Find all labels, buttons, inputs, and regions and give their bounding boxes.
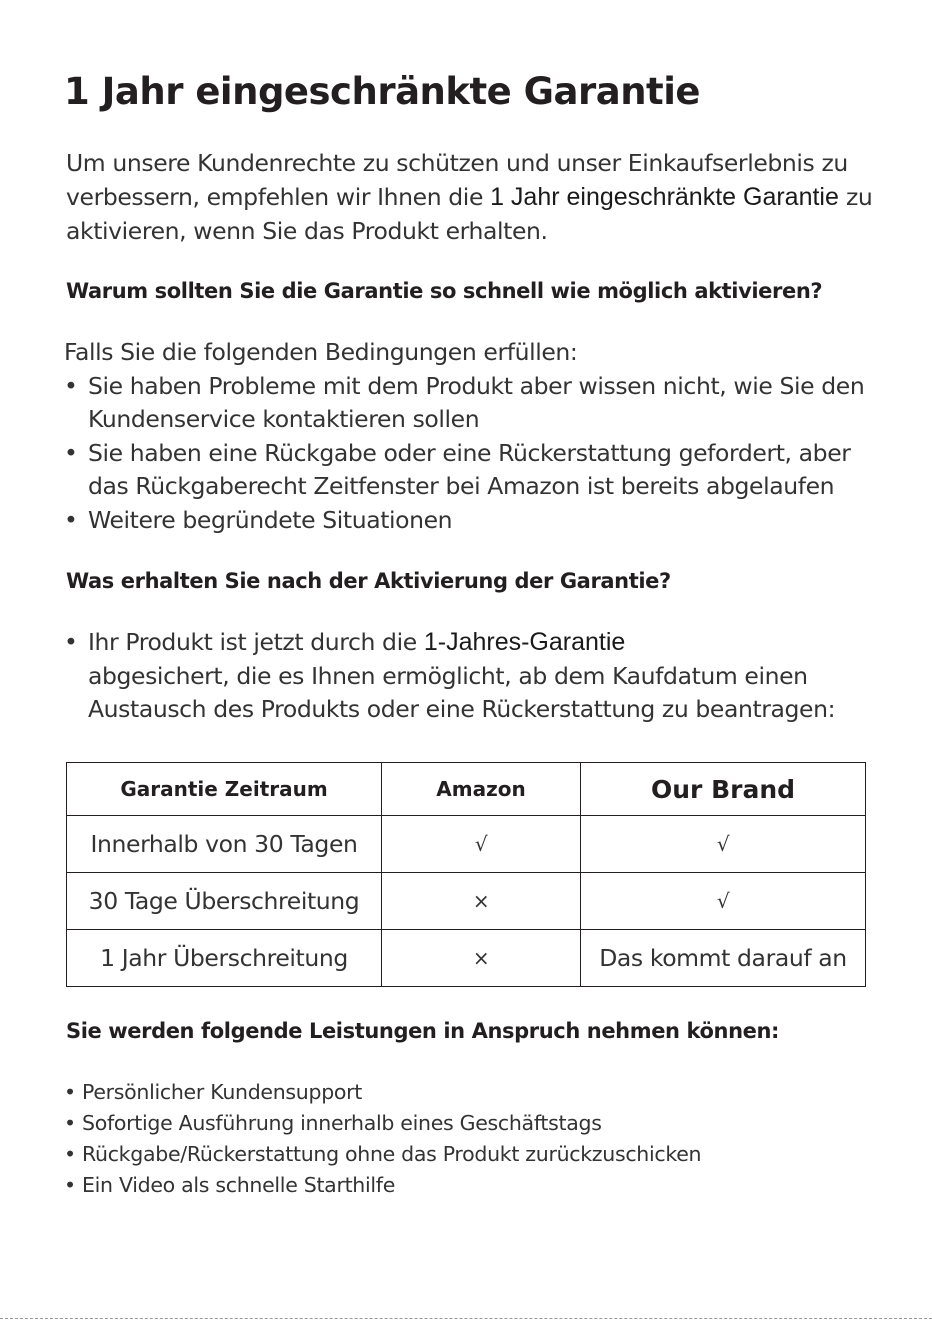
section-heading-why-activate: Warum sollten Sie die Garantie so schnell wie möglich aktivieren? [66, 279, 823, 303]
table-header-row [67, 763, 866, 816]
list-item-text: Sofortige Ausführung innerhalb eines Geschäftstags [82, 1111, 602, 1135]
list-item [64, 504, 894, 538]
intro-highlight: 1 Jahr eingeschränkte Garantie [490, 183, 839, 211]
checkmark-icon: √ [581, 873, 866, 930]
intro-paragraph [66, 146, 896, 248]
table-cell-period: Innerhalb von 30 Tagen [67, 816, 382, 873]
list-item-line: Sie haben Probleme mit dem Produkt aber wissen nicht, wie Sie den [88, 371, 865, 400]
intro-text-after: zu aktivieren, wenn Sie das Produkt erhalten. [66, 183, 873, 245]
bullet-icon: • [64, 1111, 76, 1135]
section-heading-what-you-get: Was erhalten Sie nach der Aktivierung der Garantie? [66, 569, 671, 593]
benefit-list [64, 626, 894, 727]
bullet-icon: • [64, 628, 78, 656]
benefit-text-before: Ihr Produkt ist jetzt durch die [88, 628, 424, 656]
list-item-line: Kundenservice kontaktieren sollen [88, 405, 480, 433]
section-heading-services: Sie werden folgende Leistungen in Anspruch nehmen können: [66, 1019, 780, 1043]
list-item-line: abgesichert, die es Ihnen ermöglicht, ab dem Kaufdatum einen [88, 661, 808, 690]
bullet-icon: • [64, 1173, 76, 1197]
header-amazon: Amazon [382, 763, 581, 816]
table-cell-period: 1 Jahr Überschreitung [67, 930, 382, 987]
bullet-icon: • [64, 371, 78, 400]
intro-text-before: Um unsere Kundenrechte zu schützen und unser Einkaufserlebnis zu verbessern, empfehlen wir Ihnen die [66, 149, 848, 211]
conditions-list [64, 370, 894, 538]
cross-icon: × [382, 873, 581, 930]
checkmark-icon: √ [581, 816, 866, 873]
list-item-line: das Rückgaberecht Zeitfenster bei Amazon ist bereits abgelaufen [88, 472, 835, 500]
benefit-block [64, 626, 894, 727]
conditions-lead: Falls Sie die folgenden Bedingungen erfüllen: [64, 338, 578, 366]
bullet-icon: • [64, 1142, 76, 1166]
warranty-comparison-table [66, 762, 866, 987]
list-item-line [88, 626, 894, 660]
list-item [64, 626, 894, 727]
cut-line-divider [0, 1318, 932, 1319]
list-item [64, 437, 894, 504]
list-item-text: Ein Video als schnelle Starthilfe [82, 1173, 396, 1197]
list-item [64, 1139, 894, 1170]
benefit-highlight: 1-Jahres-Garantie [423, 628, 626, 656]
checkmark-icon: √ [382, 816, 581, 873]
services-list [64, 1077, 894, 1201]
cross-icon: × [382, 930, 581, 987]
list-item [64, 1077, 894, 1108]
list-item-text: Persönlicher Kundensupport [82, 1080, 363, 1104]
header-our-brand: Our Brand [581, 763, 866, 816]
table-row [67, 873, 866, 930]
list-item [64, 370, 894, 437]
list-item [64, 1170, 894, 1201]
conditions-block [64, 336, 894, 537]
bullet-icon: • [64, 1080, 76, 1104]
list-item-line: Sie haben eine Rückgabe oder eine Rückerstattung gefordert, aber [88, 438, 851, 467]
list-item-text: Rückgabe/Rückerstattung ohne das Produkt zurückzuschicken [82, 1142, 702, 1166]
header-period: Garantie Zeitraum [67, 763, 382, 816]
table-cell-period: 30 Tage Überschreitung [67, 873, 382, 930]
table-row [67, 816, 866, 873]
table-cell-our-brand: Das kommt darauf an [581, 930, 866, 987]
list-item-line: Weitere begründete Situationen [88, 505, 453, 534]
list-item-line: Austausch des Produkts oder eine Rückerstattung zu beantragen: [88, 695, 836, 723]
page-title: 1 Jahr eingeschränkte Garantie [64, 70, 701, 113]
table-row [67, 930, 866, 987]
services-block [64, 1077, 894, 1201]
list-item [64, 1108, 894, 1139]
bullet-icon: • [64, 505, 78, 534]
bullet-icon: • [64, 438, 78, 467]
